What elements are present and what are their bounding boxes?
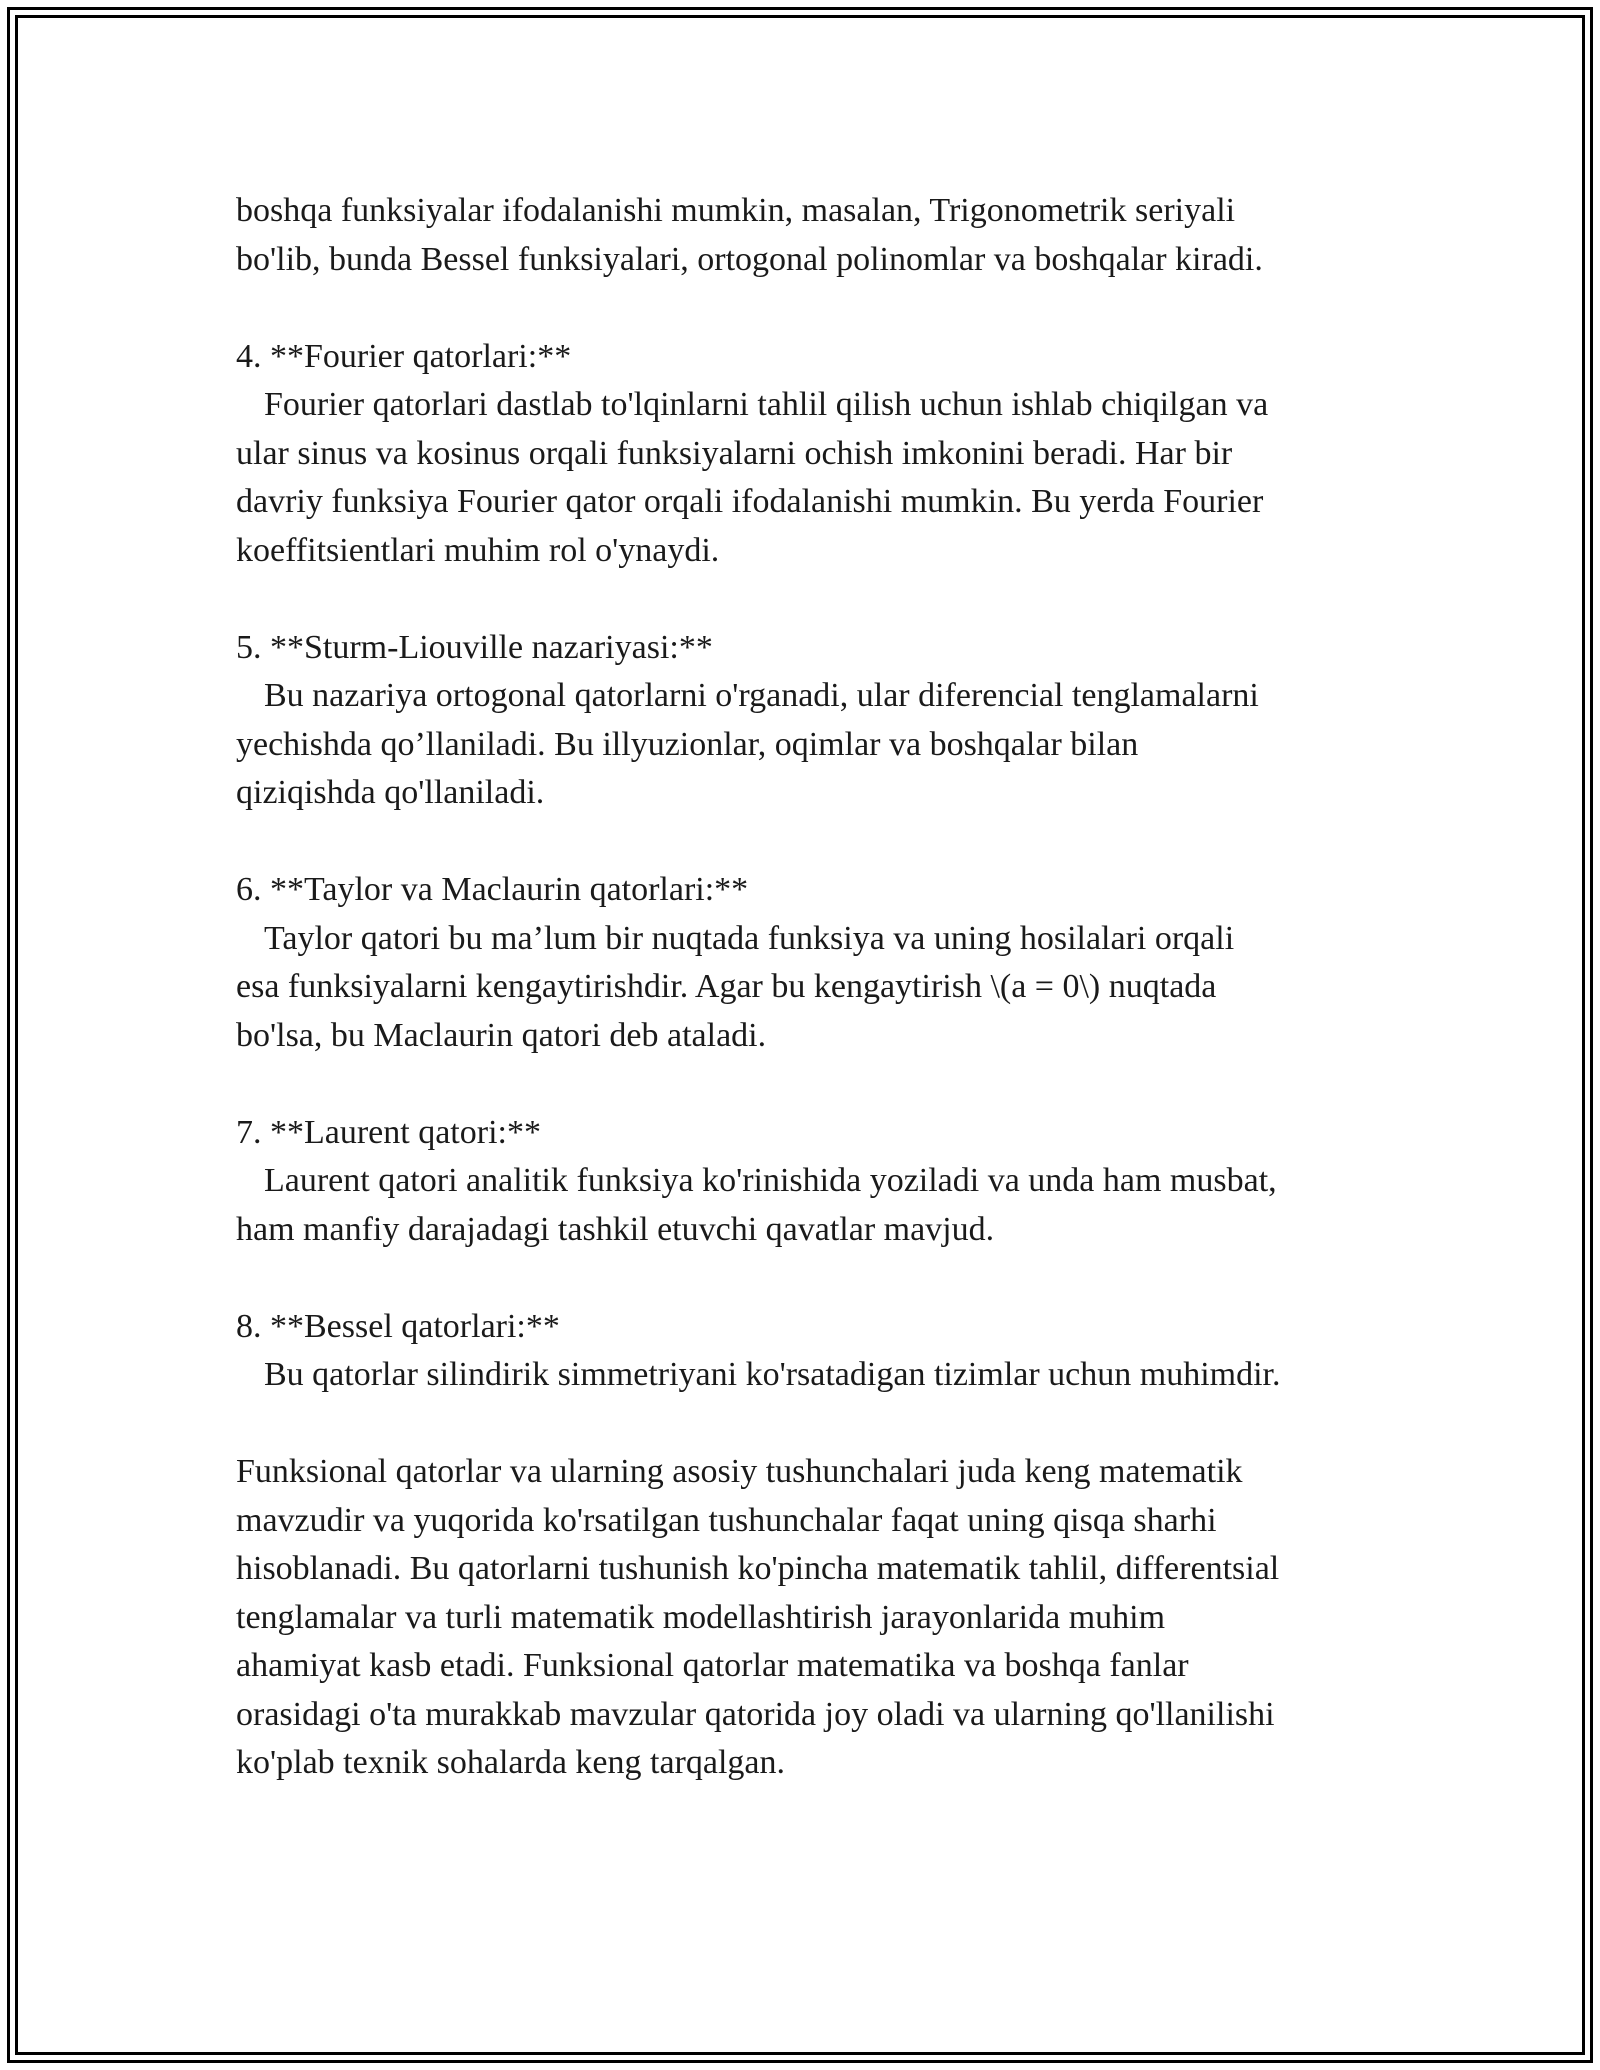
section-sturm-liouville (236, 624, 1386, 818)
section-heading: 5. **Sturm-Liouville nazariyasi:** (236, 628, 713, 666)
text-line: davriy funksiya Fourier qator orqali ifodalanishi mumkin. Bu yerda Fourier (236, 483, 1264, 520)
paragraph-gap (236, 284, 1386, 333)
text-line: hisoblanadi. Bu qatorlarni tushunish ko'pincha matematik tahlil, differentsial (236, 1550, 1280, 1587)
conclusion-paragraph (236, 1448, 1386, 1788)
section-taylor-maclaurin (236, 866, 1386, 1060)
text-line: Bu nazariya ortogonal qatorlarni o'rganadi, ular diferencial tenglamalarni (264, 677, 1259, 714)
section-heading: 4. **Fourier qatorlari:** (236, 337, 572, 375)
paragraph-gap (236, 575, 1386, 624)
section-bessel (236, 1303, 1386, 1400)
text-line: ham manfiy darajadagi tashkil etuvchi qavatlar mavjud. (236, 1210, 995, 1248)
text-line: ahamiyat kasb etadi. Funksional qatorlar matematika va boshqa fanlar (236, 1647, 1189, 1684)
text-line: yechishda qo’llaniladi. Bu illyuzionlar, oqimlar va boshqalar bilan (236, 725, 1139, 763)
text-line: Laurent qatori analitik funksiya ko'rinishida yoziladi va unda ham musbat, (264, 1162, 1277, 1199)
text-line: Fourier qatorlari dastlab to'lqinlarni tahlil qilish uchun ishlab chiqilgan va (264, 386, 1269, 423)
paragraph-gap (236, 1400, 1386, 1449)
paragraph-gap (236, 1060, 1386, 1109)
paragraph-gap (236, 818, 1386, 867)
text-line: esa funksiyalarni kengaytirishdir. Agar bu kengaytirish \(a = 0\) nuqtada (236, 968, 1217, 1005)
section-heading: 8. **Bessel qatorlari:** (236, 1307, 560, 1345)
text-line: ko'plab texnik sohalarda keng tarqalgan. (236, 1744, 785, 1781)
text-line: ular sinus va kosinus orqali funksiyalarni ochish imkonini beradi. Har bir (236, 434, 1233, 472)
section-laurent (236, 1109, 1386, 1255)
text-line: Funksional qatorlar va ularning asosiy tushunchalari juda keng matematik (236, 1453, 1243, 1490)
section-heading: 7. **Laurent qatori:** (236, 1113, 541, 1151)
text-line: boshqa funksiyalar ifodalanishi mumkin, masalan, Trigonometrik seriyali (236, 192, 1236, 229)
intro-paragraph (236, 187, 1386, 284)
text-line: bo'lsa, bu Maclaurin qatori deb ataladi. (236, 1016, 767, 1054)
text-line: mavzudir va yuqorida ko'rsatilgan tushunchalar faqat uning qisqa sharhi (236, 1501, 1217, 1539)
text-line: Bu qatorlar silindirik simmetriyani ko'rsatadigan tizimlar uchun muhimdir. (264, 1356, 1281, 1393)
text-line: tenglamalar va turli matematik modellashtirish jarayonlarida muhim (236, 1598, 1166, 1636)
paragraph-gap (236, 1254, 1386, 1303)
section-heading: 6. **Taylor va Maclaurin qatorlari:** (236, 871, 749, 908)
document-body (236, 187, 1386, 1788)
text-line: koeffitsientlari muhim rol o'ynaydi. (236, 531, 720, 569)
text-line: orasidagi o'ta murakkab mavzular qatorida joy oladi va ularning qo'llanilishi (236, 1695, 1275, 1733)
text-line: qiziqishda qo'llaniladi. (236, 774, 545, 811)
section-fourier (236, 333, 1386, 576)
text-line: bo'lib, bunda Bessel funksiyalari, ortogonal polinomlar va boshqalar kiradi. (236, 240, 1263, 278)
text-line: Taylor qatori bu ma’lum bir nuqtada funksiya va uning hosilalari orqali (264, 919, 1235, 957)
